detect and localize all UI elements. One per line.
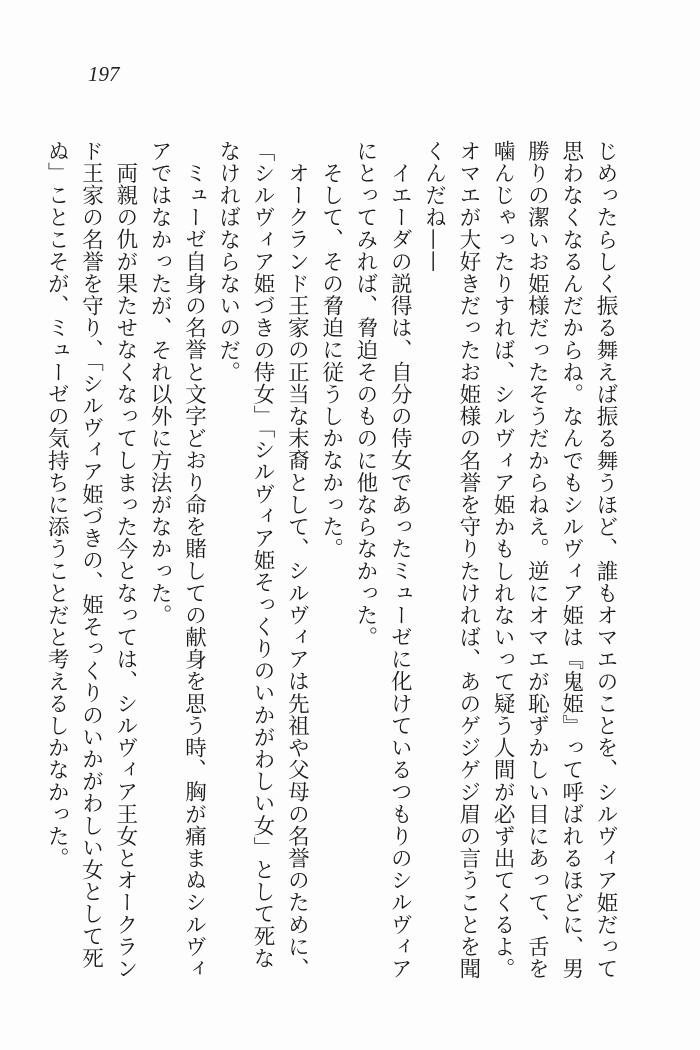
paragraph-2: イエーダの説得は、自分の侍女であったミューゼに化けているつもりのシルヴィアにとってみれば、脅迫そのものに他ならなかった。 bbox=[352, 140, 413, 980]
paragraph-3: そして、その脅迫に従うしかなかった。 bbox=[318, 161, 344, 560]
paragraph-4: オークランド王家の正当な末裔として、シルヴィアは先祖や父母の名誉のために、「シルヴィア姫づきの侍女」「シルヴィア姫そっくりのいかがわしい女」として死ななければならないのだ。 bbox=[215, 140, 310, 980]
page-number: 197 bbox=[88, 62, 120, 86]
paragraph-1: じめったらしく振る舞えば振る舞うほど、誰もオマエのことを、シルヴィア姫だって思わなくなるんだからね。なんでもシルヴィア姫は『鬼姫』って呼ばれるほどに、男勝りの潔いお姫様だったそうだからねえ。逆にオマエが恥ずかしい目にあって、舌を噛んじゃったりすれば、シルヴィア姫かもしれないって疑う人間が必ず出てくるよ。オマエが大好きだったお姫様の名誉を守りたければ、あのゲジゲジ眉の言うことを聞くんだね—— bbox=[421, 140, 618, 980]
paragraph-5: ミューゼ自身の名誉と文字どおり命を賭しての献身を思う時、胸が痛まぬシルヴィアではなかったが、それ以外に方法がなかった。 bbox=[147, 140, 207, 980]
paragraph-6: 両親の仇が果たせなくなってしまった今となっては、シルヴィア王女とオークランド王家の名誉を守り、「シルヴィア姫づきの、姫そっくりのいかがわしい女として死ぬ」ことこそが、ミューゼの気持ちに添うことだと考えるしかなかった。 bbox=[44, 140, 138, 980]
vertical-text-block bbox=[39, 140, 622, 980]
